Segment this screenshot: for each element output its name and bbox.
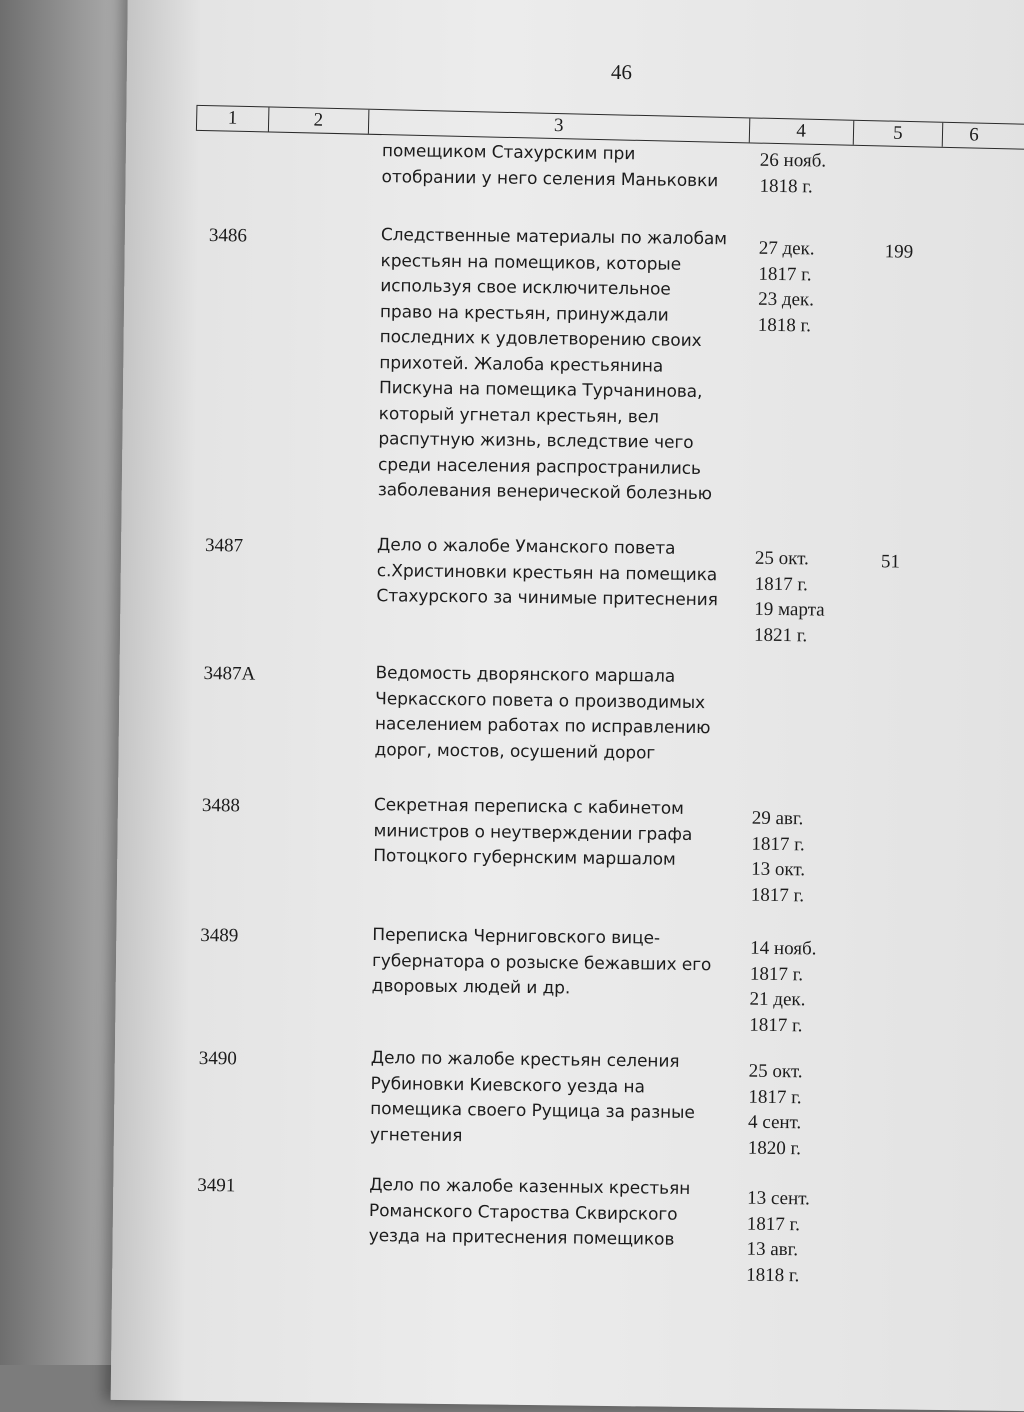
- date-line: 27 дек.: [758, 237, 815, 260]
- record-description: [369, 1173, 750, 1254]
- record-dates: [758, 236, 869, 339]
- description-line: дорог, мостов, осушений дорог: [374, 739, 656, 763]
- description-line: отобрании у него селения Маньковки: [381, 166, 719, 191]
- date-line: 1820 г.: [747, 1137, 802, 1159]
- description-line: угнетения: [369, 1124, 463, 1146]
- sheet-count: [876, 939, 936, 940]
- description-line: крестьян на помещиков, которые: [380, 250, 682, 275]
- description-line: Ведомость дворянского маршала: [375, 663, 676, 687]
- record-description: [376, 533, 757, 614]
- header-col-1: 1: [197, 106, 269, 132]
- record-dates: [749, 936, 860, 1039]
- record-description: [378, 223, 761, 508]
- header-col-6: 6: [969, 124, 980, 146]
- record-description: [372, 923, 753, 1004]
- date-line: 1817 г.: [748, 1086, 802, 1108]
- date-line: 25 окт.: [748, 1060, 803, 1083]
- record-number: [210, 141, 320, 142]
- record-number: 3487: [204, 534, 244, 557]
- date-line: 13 сент.: [747, 1187, 810, 1210]
- description-line: Пискуна на помещика Турчанинова,: [378, 378, 703, 403]
- record-dates: [748, 1059, 859, 1162]
- sheet-count: [880, 677, 940, 678]
- sheet-count: [878, 809, 938, 810]
- table-row: [115, 1045, 1024, 1159]
- header-col-3: 3: [368, 110, 750, 143]
- sheet-count: [873, 1189, 933, 1190]
- date-line: 1818 г.: [759, 175, 813, 197]
- description-line: последних к удовлетворению своих: [379, 327, 702, 352]
- record-description: [374, 661, 755, 768]
- description-line: Секретная переписка с кабинетом: [373, 795, 684, 819]
- record-dates: [751, 806, 862, 909]
- description-line: с.Христиновки крестьян на помещика: [376, 560, 718, 585]
- record-number: 3487А: [203, 662, 256, 685]
- table-row: [116, 922, 1024, 1036]
- description-line: распутную жизнь, вследствие чего: [378, 429, 694, 453]
- document-page: [111, 0, 1024, 1411]
- description-line: заболевания венерической болезнью: [377, 480, 713, 505]
- table-row: [121, 532, 1024, 646]
- description-line: среди населения распространились: [377, 454, 702, 479]
- description-line: Рубиновки Киевского уезда на: [370, 1073, 645, 1097]
- description-line: Романского Старoства Сквирского: [368, 1200, 678, 1225]
- date-line: 25 окт.: [754, 547, 809, 570]
- record-dates: [746, 1186, 857, 1289]
- date-line: 1817 г.: [758, 263, 812, 285]
- date-line: 4 сент.: [747, 1111, 802, 1134]
- sheet-count: [875, 1062, 935, 1063]
- description-line: Потоцкого губернским маршалом: [373, 846, 676, 870]
- record-dates: [754, 674, 864, 675]
- description-line: губернатора о розыске бежавших его: [371, 950, 712, 975]
- date-line: 1821 г.: [753, 624, 808, 646]
- description-line: право на крестьян, принуждали: [379, 301, 669, 326]
- record-number: 3488: [201, 794, 241, 817]
- description-line: помещиком Стахурским при: [381, 141, 636, 165]
- description-line: Следственные материалы по жалобам: [380, 225, 728, 250]
- sheet-count: 199: [884, 241, 914, 263]
- record-dates: [754, 546, 865, 649]
- table-row: [113, 1172, 1024, 1286]
- date-line: 1818 г.: [757, 314, 812, 336]
- description-line: Дело по жалобе казенных крестьян: [369, 1175, 691, 1199]
- header-col-4: 4: [750, 118, 854, 144]
- date-line: 1817 г.: [750, 884, 805, 906]
- description-line: дворовых людей и др.: [371, 976, 571, 999]
- date-line: 21 дек.: [749, 988, 806, 1011]
- record-number: 3489: [200, 924, 239, 947]
- date-line: 29 авг.: [751, 807, 804, 830]
- description-line: Дело о жалобе Уманского повета: [376, 535, 676, 559]
- record-description: [381, 139, 762, 195]
- date-line: 13 авг.: [746, 1238, 799, 1261]
- record-description: [370, 1046, 751, 1153]
- date-line: 1818 г.: [746, 1264, 800, 1286]
- description-line: Стахурского за чинимые притеснения: [376, 586, 718, 611]
- record-dates: [759, 148, 870, 200]
- description-line: помещика своего Рущица за разные: [370, 1099, 695, 1124]
- record-number: 3486: [208, 225, 248, 247]
- record-description: [373, 793, 754, 874]
- description-line: министров о неутверждении графа: [373, 820, 693, 845]
- date-line: 1817 г.: [749, 963, 804, 985]
- date-line: 14 нояб.: [750, 937, 817, 960]
- description-line: который угнетал крестьян, вел: [378, 403, 660, 428]
- description-line: населением работах по исправлению: [374, 714, 711, 739]
- description-line: Переписка Черниговского вице-: [372, 925, 661, 949]
- table-row: [118, 792, 1024, 906]
- description-line: Дело по жалобе крестьян селения: [370, 1048, 680, 1072]
- date-line: 1817 г.: [749, 1014, 803, 1036]
- sheet-count: 51: [880, 551, 901, 573]
- date-line: 23 дек.: [758, 288, 815, 311]
- header-col-2: 2: [269, 107, 369, 133]
- description-line: Черкасского повета о производимых: [375, 688, 706, 713]
- date-line: 1817 г.: [754, 573, 808, 595]
- date-line: 26 нояб.: [759, 149, 827, 172]
- description-line: используя свое исключительное: [380, 276, 671, 300]
- table-row: [120, 660, 1024, 763]
- table-row: [125, 222, 1024, 505]
- date-line: 19 марта: [754, 598, 825, 621]
- sheet-count: [886, 157, 946, 158]
- header-col-5: 5: [853, 121, 943, 147]
- date-line: 1817 г.: [751, 833, 805, 855]
- record-number: 3490: [198, 1047, 237, 1070]
- date-line: 1817 г.: [746, 1213, 801, 1235]
- description-line: прихотей. Жалоба крестьянина: [379, 352, 664, 377]
- description-line: уезда на притеснения помещиков: [368, 1226, 675, 1250]
- record-number: 3491: [197, 1174, 236, 1197]
- page-number: 46: [610, 59, 633, 85]
- date-line: 13 окт.: [751, 858, 806, 881]
